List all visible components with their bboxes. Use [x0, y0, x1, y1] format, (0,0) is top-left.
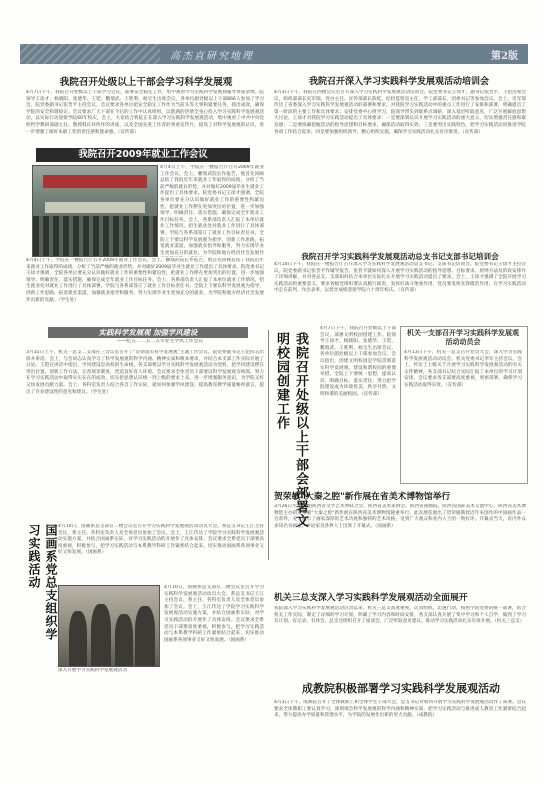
- headline-guohua-dept: 国画系党总支组织学习实践活动: [27, 524, 58, 641]
- article-continuing-ed: 4月3日下午，成教院召开了全体教职工和全体学生干部大会，总支书记对如何开展学习实践科学发展观活动作了部署。会议要求全体教职工要认真学习，深刻领会科学发展观的科学内涵和精神实质，把学习实践活动与推进成人教育工作紧密结合起来，努力提高办学质量和管理水平，为学院的发展作出新的更大贡献。（成教院）: [274, 700, 526, 719]
- article-cadre-meeting: 4月7日下午，我院召开处级以上干部学习会议，部署安全稳定工作，集中观看学习实践科学发展观辅导讲座录像。院领导王徐才、杨晓阳、张德华、王铠、鹏瑞武、王胜利、杨宝生出席会议，各单位副处级以上干部866人参加了学习会。院党委副书记张晋平主持会议。会议要求各单位把安全稳定工作作为当前头等大事和紧要任务，抓出成效，确保学院的安全和谐稳定。会议要求广大干部在今后的工作中认真组织，以饱满的热情全身心投入学习实践科学发展观活动，以实际行动迎接学院60年校庆。会上，大家结合我院正在深入学习实践科学发展观活动，集中观看了中共中央党校哲学教研部副主任、教授韩庆祥所作的讲座，以及全国先进工作者的事迹宣传片，提高了对科学发展观的认识，进一步增强了做好本职工作的责任感和使命感。（宣传部）: [26, 90, 264, 135]
- headline-employment: 我院召开2009年就业工作会议: [36, 148, 250, 162]
- article-branch-training: 4月10日下午，我院在一楼报告厅召开深入学习实践科学发展观活动总支书记、支部书记培训会。院党委书记王徐才主持会议，院党委副书记张晋平作辅导报告。张晋平就如何深入开展学习实践活动的指导思想、目标要求、原则方法及阶段安排作了详细讲解，并对各总支、支部如何结合本单位实际扎实开展学习实践活动提出了要求。会上，王徐才强调了全院开展学习实践活动的重要意义，要求各级党组织要认真履行职责，发挥好战斗堡垒作用，党员要发挥先锋模范作用，在学习实践活动中走在前列、作出表率，以优异成绩迎接学院六十周年校庆。（宣传部）: [274, 262, 526, 294]
- column-divider: [268, 330, 269, 560]
- article-guohua-dept: 4月10日，国画系总支部在二楼会议室召开学习实践科学发展观活动动员大会。系总支书记王江主持会议，系主任、各科室负责人及全体党员参加了会议。会上，王江传达了学院学习实践科学发展观活动实施方案，并结合国画系实际，对学习实践活动的开展作了具体安排。会议要求全系党员干部要高度重视，积极参与，把学习实践活动与本系教学科研工作紧密结合起来，切实推动国画系各项事业又好又快发展。（国画系）: [58, 524, 264, 556]
- page-number: 第2版: [491, 51, 518, 62]
- headline-art-exhibition: 贺荣敏"大秦之腔"新作展在省美术博物馆举行: [274, 492, 451, 502]
- headline-continuing-ed: 成教院积极部署学习实践科学发展观活动: [302, 682, 500, 695]
- headline-branch-training: 我院召开学习实践科学发展观活动总支书记支部书记培训会: [301, 252, 499, 261]
- article-employment-side: 4月4日上午，学院在一楼报告厅召开2009年就业工作会议。会上，鹏瑞武院长作报告，他首先回顾总结了我院近年来就业工作取得的成绩，分析了当前严峻的就业形势，并对做好2009届毕业生就业工作提出了具体要求。院党委书记王徐才强调，全院各单位要充分认识做好就业工作的重要性和紧迫性，把就业工作摆在更加突出的位置，进一步加强领导、明确责任、落实措施，确保完成全年就业工作目标任务。会上，各系部负责人汇报了本单位就业工作情况，招生就业处对就业工作进行了具体部署，学院与各系部签订了就业工作目标责任书。全院上下要以科学发展观为指导，创新工作思路，拓宽就业渠道，加强就业指导和服务，努力实现毕业生更加充分的就业，为学院和地方经济社会发展作: [160, 165, 264, 256]
- headline-third-branch: 机关三总支深入学习实践科学发展观活动全面展开: [274, 593, 468, 603]
- article-art-exhibition: 3月26日至31日由陕西省文学艺术界联合会、陕西省美术家协会、陕西省国画院、陕西省国际美术交流中心、陕西省美术博物馆主办的贺荣敏"大秦之腔"新作展在陕西省美术博物馆隆重举行。此次展览展出了贺荣敏教授近年来创作的中国画作品一百余件，充分展示了画家深厚的艺术功底和独特的艺术风格，受到广大观众和业内人士的一致好评。开幕式当天，省内外众多知名书画家、评论家及各界人士出席了开幕式。（国画系）: [274, 504, 526, 529]
- header-decoration: [20, 44, 160, 64]
- headline-civilized-campus: 我院召开处级以上干部会部署文明校园创建工作: [274, 332, 308, 528]
- article-civilized-campus: 4月7日下午，我院召开处级以上干部会议，部署文明校园创建工作。院领导王徐才、杨晓阳、张德华、王铠、鹏瑞武、王胜利、杨宝生出席会议，各单位副处级以上干部参加会议。会议指出，创建文明校园是学院贯彻落实科学发展观、建设和谐校园的重要举措，全院上下要统一思想，提高认识，明确目标，落实责任，努力把学院建设成为环境优美、秩序井然、文明和谐的美丽校园。（宣传部）: [320, 326, 396, 397]
- subheadline-study-style: ——纪五二二五二五毕业生学风工作会议: [116, 339, 204, 344]
- page-header: [20, 44, 528, 64]
- headline-mobilization: 机关一支部召开学习实践科学发展观活动动员会: [407, 329, 519, 346]
- article-third-branch: 我院深入学习实践科学发展观活动启动以来，机关三总支高度重视，认真组织，迅速行动，按照学院党委的统一部署，结合机关工作实际，制定了详细的学习计划，明确了学习内容和时间安排，各支部认真开展了集中学习和个人自学，做到了学习有计划、有记录、有体会。总支还组织召开了座谈会，广泛听取意见建议，推动学习实践活动扎实有效开展。（机关三总支）: [274, 606, 526, 625]
- article-guohua-detail: 4月10日，国画系总支部在二楼会议室召开学习实践科学发展观活动动员大会。系总支书记王江主持会议，系主任、各科室负责人及全体党员参加了会议。会上，王江传达了学院学习实践科学发展观活动实施方案，并结合国画系实际，对学习实践活动的开展作了具体安排。会议要求全系党员干部要高度重视，积极参与，把学习实践活动与本系教学科研工作紧密结合起来，切实推动国画系各项事业又好又快发展。（国画系）: [164, 585, 264, 643]
- article-study-style: 3月31日上午，机关一总支二支部在三会议室召开了"贯彻落实科学发展观"主题工作会议。院党委副书记王铠同志出席并讲话。会上，与会同志认真学习了科学发展观的科学内涵、精神实质和根本要求，并结合本支部工作实际开展了讨论。王铠在讲话中指出，学风建设是高校的生命线，各支部要以学习实践科学发展观活动为契机，把学风建设摆在突出位置，创新工作方法，完善规章制度，营造良好育人环境。会议要求全体党员干部要以科学发展观为统领，努力在学习实践活动中取得实实在在的成效，切实把思想认识统一到上级的要求上来，进一步增强服务意识，为学院又好又快发展贡献力量。会上，各科室负责人结合各自工作实际，就如何加强学风建设、提高教育教学质量畅所欲言，提出了许多建设性的意见和建议。（学生处）: [26, 350, 264, 395]
- masthead-title: 高杰直研究地理: [170, 51, 254, 62]
- people-photo: [58, 585, 160, 667]
- headline-study-style: 实践科学发展观 加强学风建设: [48, 327, 248, 338]
- headline-cadre-meeting: 我院召开处级以上干部会学习科学发展观: [59, 77, 233, 88]
- headline-training-meeting: 我院召开深入学习实践科学发展观活动培训会: [308, 77, 489, 87]
- photo-caption: 深入开展学习实践科学发展观活动: [58, 668, 127, 673]
- article-employment: 4月4日上午，学院在一楼报告厅召开2009年就业工作会议。会上，鹏瑞武院长作报告，他首先回顾总结了我院近年来就业工作取得的成绩，分析了当前严峻的就业形势，并对做好2009届毕业生就业工作提出了具体要求。院党委书记王徐才强调，全院各单位要充分认识做好就业工作的重要性和紧迫性，把就业工作摆在更加突出的位置，进一步加强领导、明确责任、落实措施，确保完成全年就业工作目标任务。会上，各系部负责人汇报了本单位就业工作情况，招生就业处对就业工作进行了具体部署，学院与各系部签订了就业工作目标责任书。全院上下要以科学发展观为指导，创新工作思路，拓宽就业渠道，加强就业指导和服务，努力实现毕业生更加充分的就业，为学院和地方经济社会发展作出新的贡献。（学生处）: [26, 258, 264, 303]
- article-training-meeting: 4月3日下午，我院在西楼会议室召开深入学习实践科学发展观活动培训会。院党委书记王徐才，副书记张晋平，王铠出席会议，组织部部长史军瑞、党办主任、宣传部部长陈屹、纪检监察室主任、学工部部长、团委书记等参加会议。会上，史军瑞传达了省委深入学习实践科学发展观活动的部署和要求，对我院学习实践活动中的重点工作进行了安排和部署，明确提出了第一阶段的主要工作和具体要求；安排党委中心组学习，院领导带头到联系点调研，深入基层听取意见，广泛开展解放思想大讨论。王徐才对我院学习实践活动提出了具体要求：一是要深刻认识开展学习实践活动的重大意义，切实增强责任感和紧迫感；二是要准确把握活动的指导思想和目标要求，确保活动取得实效；三是要突出实践特色，把学习实践活动同推进学院各项工作结合起来；四是要加强组织领导，精心组织实施，确保学习实践活动扎实有序推进。（宣传部）: [274, 90, 526, 135]
- meeting-photo: [32, 165, 158, 257]
- article-mobilization: 4月13日下午，机关一总支召开党员大会，深入学习实践科学发展观活动动员会。机关党委书记李军主持会议。会上，传达了上级关于开展学习实践科学发展观活动的有关文件精神，各支部书记结合实际汇报了本单位的学习计划安排。会议要求各支部要高度重视，周密部署，确保学习实践活动取得实效。（宣传部）: [404, 350, 522, 388]
